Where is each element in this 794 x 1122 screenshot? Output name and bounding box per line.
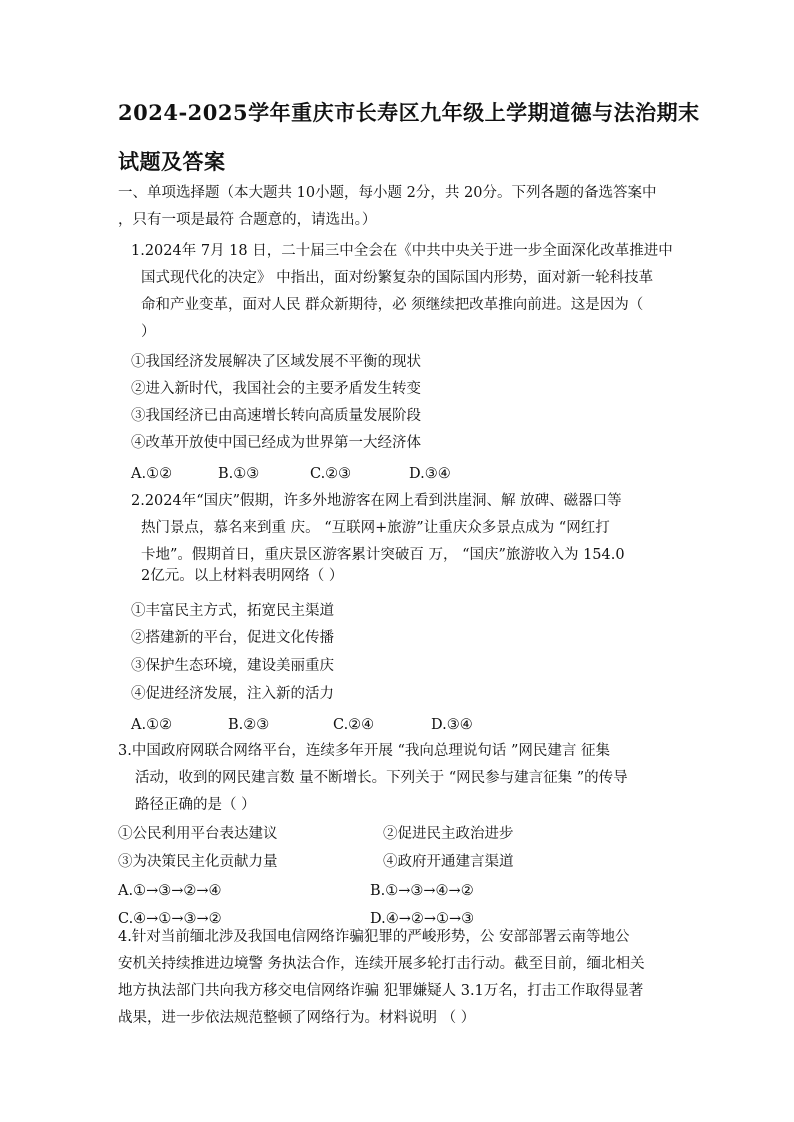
q4-stem-line: 战果，进一步依法规范整顿了网络行为。材料说明 （ ）	[118, 1010, 476, 1026]
q2-statement: ③保护生态环境，建设美丽重庆	[131, 658, 334, 674]
q4-stem-line: 4.针对当前缅北涉及我国电信网络诈骗犯罪的严峻形势，公 安部部署云南等地公	[118, 929, 630, 945]
q1-statement: ②进入新时代，我国社会的主要矛盾发生转变	[131, 381, 421, 397]
document-title-line2: 试题及答案	[118, 149, 226, 174]
q3-statement: ③为决策民主化贡献力量	[118, 854, 278, 870]
q3-answer-c: C.④→①→③→②	[118, 911, 222, 927]
q3-answer-b: B.①→③→④→②	[370, 883, 474, 899]
q3-statement: ④政府开通建言渠道	[383, 854, 514, 870]
q1-answer-c: C.②③	[310, 466, 352, 482]
q1-statement: ①我国经济发展解决了区域发展不平衡的现状	[131, 354, 421, 370]
q1-statement: ③我国经济已由高速增长转向高质量发展阶段	[131, 408, 421, 424]
q3-statement: ①公民利用平台表达建议	[118, 826, 278, 842]
document-title-line1: 2024-2025学年重庆市长寿区九年级上学期道德与法治期末	[118, 100, 700, 125]
q3-stem-line: 3.中国政府网联合网络平台，连续多年开展 “我向总理说句话 ”网民建言 征集	[118, 743, 610, 759]
section-heading-line2: ，只有一项是最符 合题意的，请选出。）	[118, 212, 377, 228]
q3-stem-line: 路径正确的是（ ）	[135, 797, 256, 813]
q2-stem-line: 2亿元。以上材料表明网络（ ）	[141, 568, 344, 584]
q2-stem-line: 2.2024年“国庆”假期，许多外地游客在网上看到洪崖洞、解 放碑、磁器口等	[131, 493, 622, 509]
q2-stem-line: 卡地”。假期首日，重庆景区游客累计突破百 万， “国庆”旅游收入为 154.0	[141, 547, 625, 563]
q4-stem-line: 安机关持续推进边境警 务执法合作，连续开展多轮打击行动。截至目前，缅北相关	[118, 956, 645, 972]
q1-stem-line: 1.2024年 7月 18 日，二十届三中全会在《中共中央关于进一步全面深化改革推进中	[131, 243, 673, 259]
section-heading-line1: 一、单项选择题（本大题共 10小题，每小题 2分，共 20分。下列各题的备选答案中	[118, 185, 657, 201]
q2-answer-a: A.①②	[131, 717, 173, 733]
q1-stem-line: ）	[141, 324, 156, 340]
q1-answer-d: D.③④	[409, 466, 451, 482]
q3-answer-d: D.④→②→①→③	[370, 911, 475, 927]
q2-statement: ①丰富民主方式，拓宽民主渠道	[131, 603, 334, 619]
q1-statement: ④改革开放使中国已经成为世界第一大经济体	[131, 435, 421, 451]
q3-answer-a: A.①→③→②→④	[118, 883, 222, 899]
q2-answer-d: D.③④	[431, 717, 473, 733]
q4-stem-line: 地方执法部门共向我方移交电信网络诈骗 犯罪嫌疑人 3.1万名，打击工作取得显著	[118, 983, 644, 999]
q1-answer-b: B.①③	[218, 466, 260, 482]
q1-stem-line: 国式现代化的决定》 中指出，面对纷繁复杂的国际国内形势，面对新一轮科技革	[141, 270, 654, 286]
q1-stem-line: 命和产业变革，面对人民 群众新期待，必 须继续把改革推向前进。这是因为（	[141, 297, 644, 313]
q2-answer-b: B.②③	[228, 717, 270, 733]
q2-answer-c: C.②④	[333, 717, 375, 733]
q3-statement: ②促进民主政治进步	[383, 826, 514, 842]
q2-statement: ④促进经济发展，注入新的活力	[131, 686, 334, 702]
q1-answer-a: A.①②	[131, 466, 173, 482]
q2-stem-line: 热门景点，慕名来到重 庆。 “互联网+旅游”让重庆众多景点成为 “网红打	[141, 520, 610, 536]
q2-statement: ②搭建新的平台，促进文化传播	[131, 630, 334, 646]
q3-stem-line: 活动，收到的网民建言数 量不断增长。下列关于 “网民参与建言征集 ”的传导	[135, 770, 628, 786]
